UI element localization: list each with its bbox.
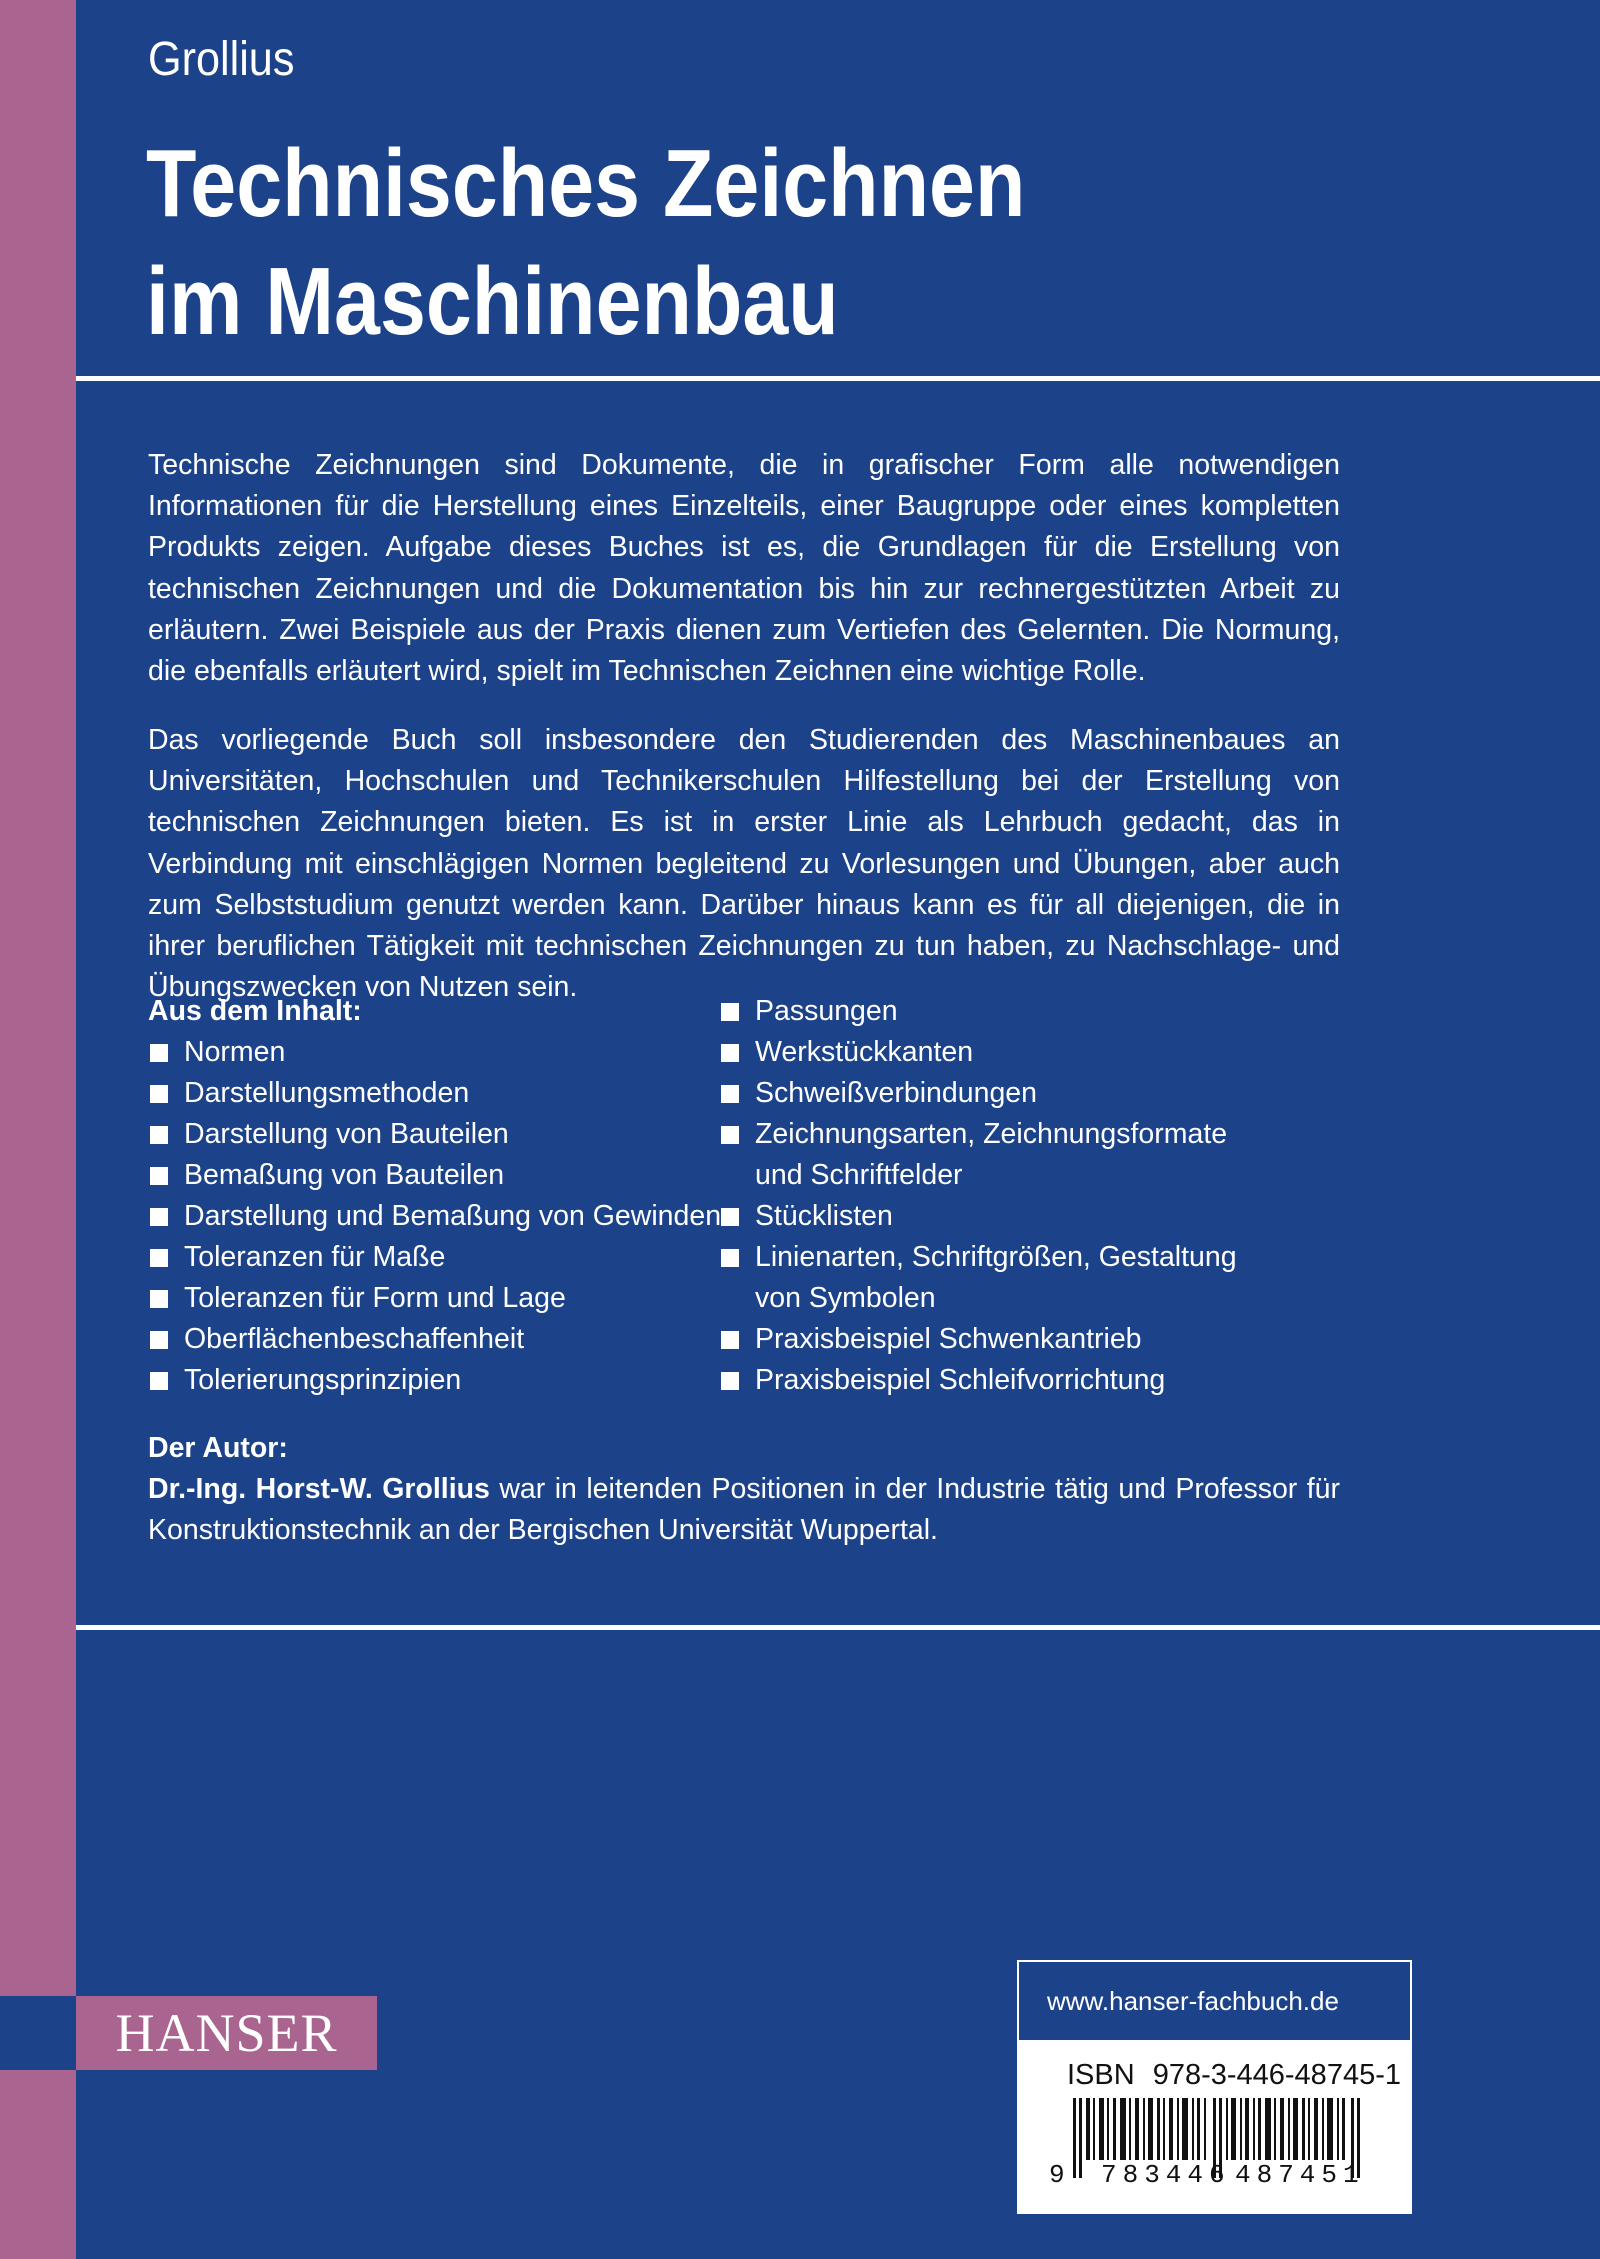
- contents-item: [148, 1073, 721, 1114]
- side-stripe-notch: [0, 1996, 76, 2070]
- contents-item-label: Praxisbeispiel Schwenkantrieb: [755, 1323, 1142, 1355]
- contents-item-label: Toleranzen für Form und Lage: [184, 1282, 566, 1314]
- square-bullet-icon: [150, 1290, 168, 1308]
- book-title-line-2: im Maschinenbau: [146, 248, 839, 355]
- contents-item: [719, 1237, 1237, 1319]
- contents-item-label: Linienarten, Schriftgrößen, Gestaltung von Symbolen: [755, 1241, 1237, 1314]
- contents-item: [148, 1155, 721, 1196]
- isbn-barcode-box: [1017, 1960, 1412, 2214]
- contents-list-left: [148, 1032, 721, 1401]
- square-bullet-icon: [150, 1331, 168, 1349]
- contents-item: [719, 991, 1237, 1032]
- contents-item: [719, 1032, 1237, 1073]
- isbn-panel: [1019, 2040, 1410, 2212]
- contents-item-label: Bemaßung von Bauteilen: [184, 1159, 505, 1191]
- square-bullet-icon: [721, 1208, 739, 1226]
- description-paragraph-2: Das vorliegende Buch soll insbesondere den Studierenden des Maschinenbaues an Universitäten, Hochschulen und Technikerschulen Hilfestellung bei der Erstellung von technischen Zeichnungen bieten. Es ist in erster Linie als Lehrbuch gedacht, das in Verbindung mit einschlägigen Normen begleitend zu Vorlesungen und Übungen, aber auch zum Selbststudium genutzt werden kann. Darüber hinaus kann es für all diejenigen, die in ihrer beruflichen Tätigkeit mit technischen Zeichnungen zu tun haben, zu Nachschlage- und Übungszwecken von Nutzen sein.: [148, 724, 1340, 1004]
- square-bullet-icon: [721, 1044, 739, 1062]
- contents-item-label: Darstellungsmethoden: [184, 1077, 470, 1109]
- contents-item: [719, 1319, 1237, 1360]
- contents-list-right: [719, 991, 1237, 1401]
- publisher-logo-text: HANSER: [115, 2003, 338, 2063]
- square-bullet-icon: [721, 1331, 739, 1349]
- contents-item: [148, 1196, 721, 1237]
- cover-author-name: Grollius: [148, 33, 295, 86]
- contents-item: [148, 1032, 721, 1073]
- contents-item: [148, 1278, 721, 1319]
- contents-item-label: Toleranzen für Maße: [184, 1241, 446, 1273]
- contents-item-label: Passungen: [755, 995, 898, 1027]
- contents-item-label: Praxisbeispiel Schleifvorrichtung: [755, 1364, 1166, 1396]
- isbn-label-row: [1067, 2058, 1401, 2092]
- square-bullet-icon: [721, 1085, 739, 1103]
- contents-item-label: Zeichnungsarten, Zeichnungsformate und Schriftfelder: [755, 1118, 1228, 1191]
- author-heading: Der Autor:: [148, 1432, 288, 1464]
- contents-item-label: Tolerierungsprinzipien: [184, 1364, 462, 1396]
- contents-item: [148, 1237, 721, 1278]
- contents-item: [719, 1360, 1237, 1401]
- square-bullet-icon: [721, 1003, 739, 1021]
- barcode-digit-first: 9: [1049, 2160, 1071, 2190]
- contents-item: [148, 1319, 721, 1360]
- contents-item-label: Stücklisten: [755, 1200, 893, 1232]
- author-bio-text: war in leitenden Positionen in der Industrie tätig und Professor für Konstruktionstechnik an der Bergischen Universität Wuppertal.: [148, 1473, 1341, 1546]
- contents-item: [148, 1114, 721, 1155]
- contents-heading: Aus dem Inhalt:: [148, 995, 362, 1027]
- contents-item-label: Werkstückkanten: [755, 1036, 974, 1068]
- contents-item: [719, 1196, 1237, 1237]
- contents-item: [719, 1073, 1237, 1114]
- square-bullet-icon: [150, 1085, 168, 1103]
- square-bullet-icon: [150, 1249, 168, 1267]
- publisher-logo: [76, 1996, 377, 2070]
- square-bullet-icon: [150, 1126, 168, 1144]
- contents-item: [148, 1360, 721, 1401]
- isbn-label: ISBN: [1067, 2059, 1135, 2091]
- book-title-line-1: Technisches Zeichnen: [146, 130, 1026, 237]
- square-bullet-icon: [150, 1167, 168, 1185]
- author-bio-name: Dr.-Ing. Horst-W. Grollius: [148, 1473, 490, 1505]
- divider-bottom: [76, 1625, 1600, 1630]
- contents-item-label: Normen: [184, 1036, 286, 1068]
- barcode-digits-right: 487451: [1235, 2160, 1365, 2190]
- side-stripe: [0, 0, 76, 2259]
- square-bullet-icon: [721, 1372, 739, 1390]
- contents-item-label: Darstellung von Bauteilen: [184, 1118, 509, 1150]
- description-paragraph-1: Technische Zeichnungen sind Dokumente, die in grafischer Form alle notwendigen Informationen für die Herstellung eines Einzelteils, einer Baugruppe oder eines kompletten Produkts zeigen. Aufgabe dieses Buches ist es, die Grundlagen für die Erstellung von technischen Zeichnungen und die Dokumentation bis hin zur rechnergestützten Arbeit zu erläutern. Zwei Beispiele aus der Praxis dienen zum Vertiefen des Gelernten. Die Normung, die ebenfalls erläutert wird, spielt im Technischen Zeichnen eine wichtige Rolle.: [148, 449, 1340, 688]
- author-bio: [148, 1469, 1340, 1551]
- publisher-website: www.hanser-fachbuch.de: [1019, 1962, 1410, 2040]
- square-bullet-icon: [150, 1044, 168, 1062]
- contents-item-label: Oberflächenbeschaffenheit: [184, 1323, 525, 1355]
- square-bullet-icon: [150, 1372, 168, 1390]
- divider-top: [76, 376, 1600, 381]
- contents-item-label: Schweißverbindungen: [755, 1077, 1038, 1109]
- isbn-number: 978-3-446-48745-1: [1152, 2059, 1401, 2091]
- square-bullet-icon: [721, 1249, 739, 1267]
- contents-item: [719, 1114, 1237, 1196]
- contents-item-label: Darstellung und Bemaßung von Gewinden: [184, 1200, 722, 1232]
- barcode-digits-left: 783446: [1101, 2160, 1231, 2190]
- square-bullet-icon: [150, 1208, 168, 1226]
- square-bullet-icon: [721, 1126, 739, 1144]
- book-title: [146, 125, 1025, 361]
